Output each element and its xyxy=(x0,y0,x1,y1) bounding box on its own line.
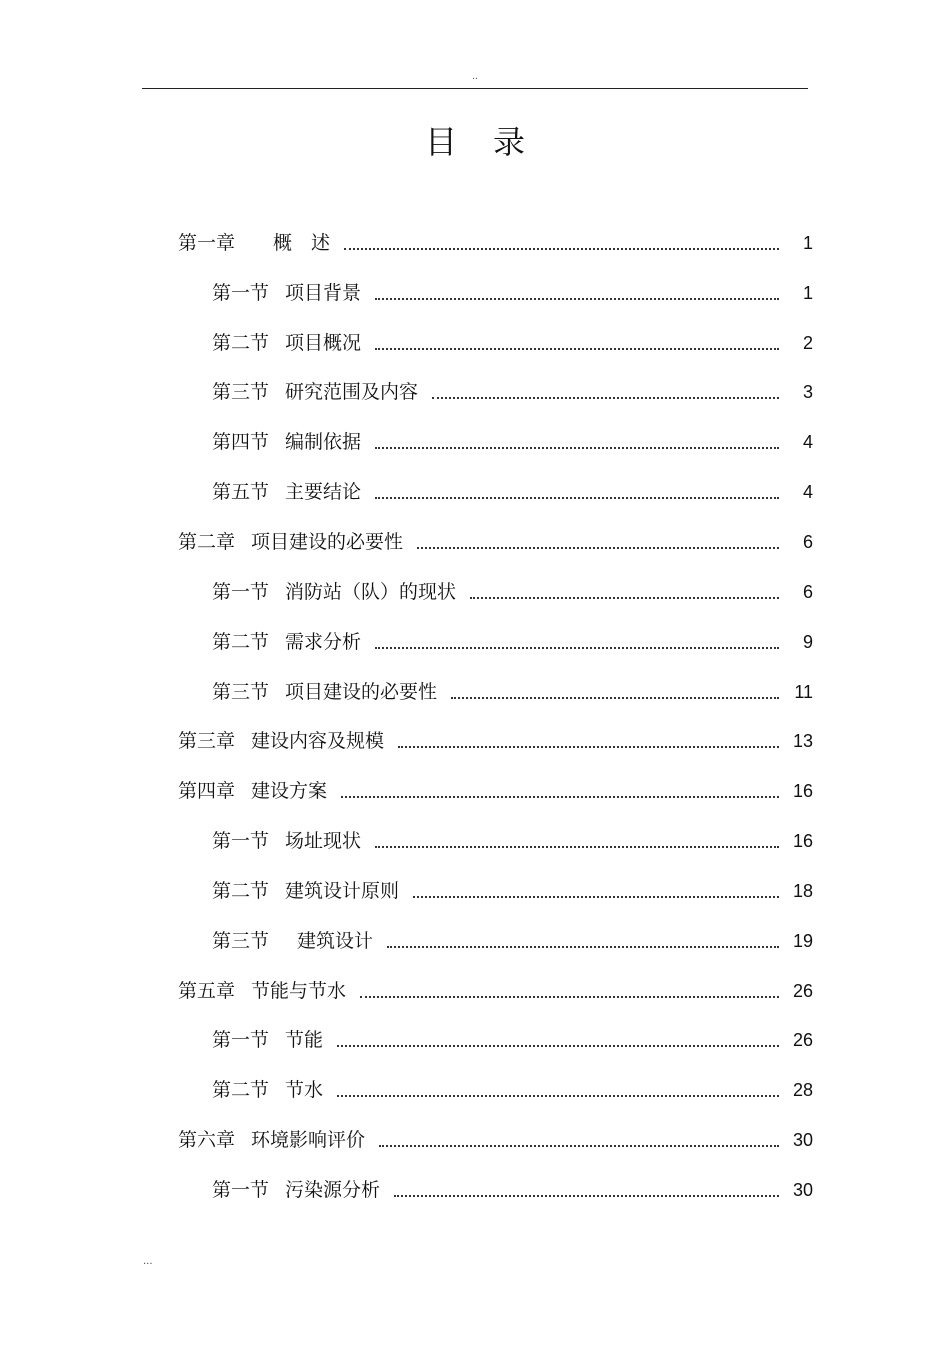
toc-label: 研究范围及内容 xyxy=(285,381,419,404)
toc-number: 第一节 xyxy=(212,580,270,603)
toc-number: 第三节 xyxy=(212,929,270,952)
toc-number: 第四节 xyxy=(212,431,270,454)
toc-page: 19 xyxy=(792,930,813,951)
toc-entry-section[interactable] xyxy=(0,916,950,966)
toc-leader xyxy=(344,248,779,250)
toc-label: 建筑设计 xyxy=(297,929,374,952)
toc-page: 6 xyxy=(802,531,813,552)
toc-entry-chapter-3[interactable] xyxy=(0,716,950,766)
toc-label: 环境影响评价 xyxy=(251,1129,366,1152)
toc-label: 节能 xyxy=(285,1029,324,1052)
toc-page: 13 xyxy=(792,731,813,752)
toc-page: 9 xyxy=(802,631,813,652)
footer-mark: ... xyxy=(143,1256,153,1267)
toc-page: 1 xyxy=(802,232,813,253)
toc-leader xyxy=(337,1095,779,1097)
toc-entry-chapter-1[interactable] xyxy=(0,218,950,268)
page-title: 目录 xyxy=(424,123,561,161)
toc-page: 26 xyxy=(792,980,813,1001)
toc-leader xyxy=(451,697,779,699)
toc-page: 2 xyxy=(802,332,813,353)
toc-leader xyxy=(375,298,779,300)
toc-entry-section[interactable] xyxy=(0,816,950,866)
toc-label: 项目概况 xyxy=(285,331,362,354)
toc-leader xyxy=(417,547,779,549)
toc-number: 第一节 xyxy=(212,281,270,304)
toc-number: 第三节 xyxy=(212,680,270,703)
toc-label: 主要结论 xyxy=(285,481,362,504)
toc-label: 建筑设计原则 xyxy=(285,879,400,902)
toc-number: 第一章 xyxy=(178,231,236,254)
toc-leader xyxy=(398,746,779,748)
toc-number: 第二节 xyxy=(212,331,270,354)
toc-number: 第三章 xyxy=(178,730,236,753)
header-mark: .. xyxy=(472,72,478,82)
toc-entry-section[interactable] xyxy=(0,1165,950,1215)
toc-entry-section[interactable] xyxy=(0,368,950,418)
toc-page: 11 xyxy=(794,681,813,702)
toc-label: 项目建设的必要性 xyxy=(251,530,404,553)
toc-page: 16 xyxy=(792,831,813,852)
toc-number: 第一节 xyxy=(212,830,270,853)
toc-page: 1 xyxy=(802,282,813,303)
toc-number: 第三节 xyxy=(212,381,270,404)
toc-label: 节能与节水 xyxy=(251,979,347,1002)
toc-number: 第五章 xyxy=(178,979,236,1002)
toc-leader xyxy=(379,1145,779,1147)
toc-entry-section[interactable] xyxy=(0,567,950,617)
toc-label: 概 述 xyxy=(273,231,331,254)
toc-leader xyxy=(375,348,779,350)
toc-number: 第一节 xyxy=(212,1178,270,1201)
toc-number: 第二节 xyxy=(212,630,270,653)
toc-leader xyxy=(387,946,779,948)
toc-entry-chapter-2[interactable] xyxy=(0,517,950,567)
toc-entry-chapter-4[interactable] xyxy=(0,766,950,816)
toc-leader xyxy=(413,896,779,898)
toc-label: 污染源分析 xyxy=(285,1178,381,1201)
toc-leader xyxy=(394,1195,779,1197)
toc-entry-section[interactable] xyxy=(0,617,950,667)
toc-number: 第二节 xyxy=(212,1079,270,1102)
table-of-contents xyxy=(0,218,950,1215)
toc-number: 第五节 xyxy=(212,481,270,504)
toc-label: 建设内容及规模 xyxy=(251,730,385,753)
toc-leader xyxy=(375,497,779,499)
toc-page: 28 xyxy=(792,1080,813,1101)
toc-entry-chapter-6[interactable] xyxy=(0,1115,950,1165)
toc-leader xyxy=(375,846,779,848)
toc-entry-chapter-5[interactable] xyxy=(0,966,950,1016)
toc-number: 第六章 xyxy=(178,1129,236,1152)
toc-leader xyxy=(375,647,779,649)
toc-entry-section[interactable] xyxy=(0,667,950,717)
toc-page: 26 xyxy=(792,1030,813,1051)
toc-label: 项目背景 xyxy=(285,281,362,304)
toc-page: 30 xyxy=(792,1130,813,1151)
toc-leader xyxy=(375,447,779,449)
toc-page: 30 xyxy=(792,1179,813,1200)
toc-label: 项目建设的必要性 xyxy=(285,680,438,703)
toc-entry-section[interactable] xyxy=(0,268,950,318)
toc-label: 消防站（队）的现状 xyxy=(285,580,457,603)
toc-entry-section[interactable] xyxy=(0,467,950,517)
toc-label: 节水 xyxy=(285,1079,324,1102)
toc-number: 第二节 xyxy=(212,879,270,902)
toc-page: 6 xyxy=(802,581,813,602)
toc-leader xyxy=(432,397,779,399)
toc-entry-section[interactable] xyxy=(0,1016,950,1066)
toc-label: 建设方案 xyxy=(251,780,328,803)
toc-page: 4 xyxy=(802,432,813,453)
header-rule xyxy=(142,88,808,89)
toc-entry-section[interactable] xyxy=(0,318,950,368)
toc-leader xyxy=(470,597,779,599)
toc-label: 场址现状 xyxy=(285,830,362,853)
toc-page: 4 xyxy=(802,482,813,503)
toc-label: 编制依据 xyxy=(285,431,362,454)
toc-number: 第一节 xyxy=(212,1029,270,1052)
toc-page: 18 xyxy=(792,880,813,901)
toc-page: 16 xyxy=(792,781,813,802)
toc-leader xyxy=(341,796,779,798)
toc-entry-section[interactable] xyxy=(0,1065,950,1115)
toc-leader xyxy=(360,996,779,998)
toc-leader xyxy=(337,1045,779,1047)
toc-entry-section[interactable] xyxy=(0,417,950,467)
toc-entry-section[interactable] xyxy=(0,866,950,916)
toc-label: 需求分析 xyxy=(285,630,362,653)
toc-number: 第二章 xyxy=(178,530,236,553)
toc-page: 3 xyxy=(802,382,813,403)
toc-number: 第四章 xyxy=(178,780,236,803)
